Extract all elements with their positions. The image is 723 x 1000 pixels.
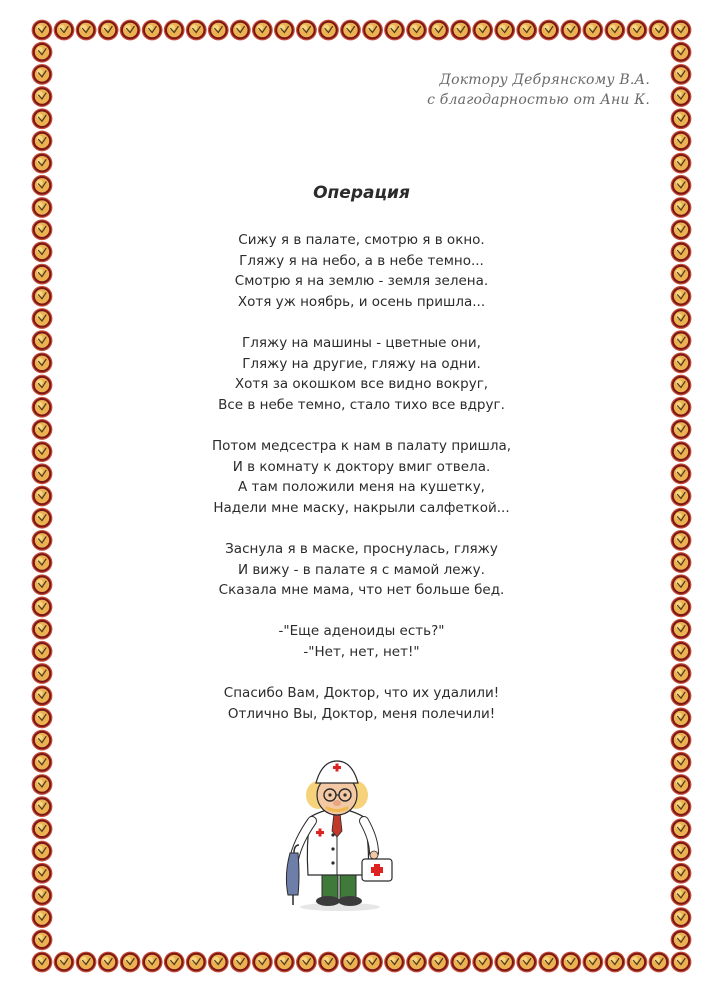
clock-bead-icon <box>671 64 692 85</box>
clock-bead-icon <box>120 20 141 41</box>
clock-bead-icon <box>164 952 185 973</box>
clock-bead-icon <box>32 907 53 928</box>
clock-bead-icon <box>671 108 692 129</box>
clock-bead-icon <box>142 952 163 973</box>
poem-line: Хотя уж ноябрь, и осень пришла... <box>237 293 486 310</box>
clock-bead-icon <box>274 952 295 973</box>
clock-bead-icon <box>318 20 339 41</box>
clock-bead-icon <box>516 20 537 41</box>
clock-bead-icon <box>32 952 53 973</box>
poem-stanza <box>0 683 723 724</box>
clock-bead-icon <box>671 841 692 862</box>
doctor-cartoon-icon <box>270 755 400 915</box>
clock-bead-icon <box>671 774 692 795</box>
clock-bead-icon <box>627 20 648 41</box>
clock-bead-icon <box>649 20 670 41</box>
dedication-line-1: Доктору Дебрянскому В.А. <box>439 72 650 88</box>
clock-bead-icon <box>252 952 273 973</box>
clock-bead-icon <box>671 818 692 839</box>
clock-bead-icon <box>32 20 53 41</box>
clock-bead-icon <box>32 863 53 884</box>
clock-bead-icon <box>384 952 405 973</box>
poem-line: -"Еще аденоиды есть?" <box>278 623 445 640</box>
poem-line: И в комнату к доктору вмиг отвела. <box>232 458 491 475</box>
clock-bead-icon <box>32 86 53 107</box>
poem-line: Сижу я в палате, смотрю я в окно. <box>238 232 485 248</box>
clock-bead-icon <box>230 20 251 41</box>
poem-line: Отлично Вы, Доктор, меня полечили! <box>227 705 496 722</box>
clock-bead-icon <box>318 952 339 973</box>
clock-bead-icon <box>538 952 559 973</box>
poem-stanza <box>0 539 723 601</box>
clock-bead-icon <box>671 952 692 973</box>
clock-bead-icon <box>671 863 692 884</box>
clock-bead-icon <box>54 952 75 973</box>
clock-bead-icon <box>582 20 603 41</box>
clock-bead-icon <box>604 20 625 41</box>
poem-stanza <box>0 230 723 312</box>
poem-line: Хотя за окошком все видно вокруг, <box>234 376 489 393</box>
poem-line: Смотрю я на землю - земля зелена. <box>234 273 489 290</box>
clock-bead-icon <box>98 952 119 973</box>
clock-bead-icon <box>76 20 97 41</box>
clock-bead-icon <box>186 952 207 973</box>
clock-bead-icon <box>32 774 53 795</box>
clock-bead-icon <box>186 20 207 41</box>
clock-bead-icon <box>98 20 119 41</box>
clock-bead-icon <box>32 108 53 129</box>
clock-bead-icon <box>340 20 361 41</box>
clock-bead-icon <box>472 20 493 41</box>
poem-line: Гляжу я на небо, а в небе темно... <box>239 252 484 269</box>
clock-bead-icon <box>54 20 75 41</box>
clock-bead-icon <box>671 42 692 63</box>
clock-bead-icon <box>671 86 692 107</box>
clock-bead-icon <box>274 20 295 41</box>
clock-bead-icon <box>32 131 53 152</box>
clock-bead-icon <box>671 929 692 950</box>
poem-line: А там положили меня на кушетку, <box>238 479 485 496</box>
clock-bead-icon <box>252 20 273 41</box>
clock-bead-icon <box>32 841 53 862</box>
clock-bead-icon <box>208 952 229 973</box>
clock-bead-icon <box>494 20 515 41</box>
clock-bead-icon <box>76 952 97 973</box>
dedication <box>427 70 650 110</box>
clock-bead-icon <box>450 952 471 973</box>
clock-bead-icon <box>649 952 670 973</box>
clock-bead-icon <box>671 752 692 773</box>
clock-bead-icon <box>671 796 692 817</box>
clock-bead-icon <box>671 20 692 41</box>
clock-bead-icon <box>142 20 163 41</box>
clock-bead-icon <box>627 952 648 973</box>
clock-bead-icon <box>671 907 692 928</box>
clock-bead-icon <box>671 131 692 152</box>
clock-bead-icon <box>428 20 449 41</box>
clock-bead-icon <box>32 42 53 63</box>
clock-bead-icon <box>32 818 53 839</box>
clock-bead-icon <box>164 20 185 41</box>
clock-bead-icon <box>208 20 229 41</box>
poem-line: Гляжу на другие, гляжу на одни. <box>242 355 481 372</box>
poem-line: Спасибо Вам, Доктор, что их удалили! <box>223 685 500 702</box>
clock-bead-icon <box>560 20 581 41</box>
clock-bead-icon <box>362 20 383 41</box>
clock-bead-icon <box>384 20 405 41</box>
poem-line: -"Нет, нет, нет!" <box>303 643 420 660</box>
clock-bead-icon <box>582 952 603 973</box>
clock-bead-icon <box>32 153 53 174</box>
clock-bead-icon <box>406 952 427 973</box>
poem-title: Операция <box>313 183 410 203</box>
clock-bead-icon <box>560 952 581 973</box>
poem-line: Сказала мне мама, что нет больше бед. <box>218 582 505 599</box>
clock-bead-icon <box>32 929 53 950</box>
clock-bead-icon <box>230 952 251 973</box>
clock-bead-icon <box>671 153 692 174</box>
poem-line: Все в небе темно, стало тихо все вдруг. <box>218 396 505 413</box>
clock-bead-icon <box>32 796 53 817</box>
clock-bead-icon <box>671 885 692 906</box>
clock-bead-icon <box>362 952 383 973</box>
clock-bead-icon <box>296 20 317 41</box>
dedication-line-2: с благодарностью от Ани К. <box>427 92 650 108</box>
poem-stanza <box>0 333 723 415</box>
clock-bead-icon <box>296 952 317 973</box>
poem-line: Гляжу на машины - цветные они, <box>242 334 481 351</box>
clock-bead-icon <box>32 885 53 906</box>
clock-bead-icon <box>494 952 515 973</box>
clock-bead-icon <box>32 752 53 773</box>
clock-bead-icon <box>428 952 449 973</box>
clock-bead-icon <box>340 952 361 973</box>
poem-stanza <box>0 436 723 518</box>
clock-bead-icon <box>604 952 625 973</box>
poem-body <box>0 230 723 745</box>
poem-line: Заснула я в маске, проснулась, гляжу <box>225 540 498 557</box>
clock-bead-icon <box>450 20 471 41</box>
poem-stanza <box>0 621 723 662</box>
clock-bead-icon <box>472 952 493 973</box>
clock-bead-icon <box>32 64 53 85</box>
clock-bead-icon <box>120 952 141 973</box>
poem-line: И вижу - в палате я с мамой лежу. <box>238 561 485 578</box>
clock-bead-icon <box>516 952 537 973</box>
clock-bead-icon <box>538 20 559 41</box>
poem-line: Надели мне маску, накрыли салфеткой... <box>213 499 510 516</box>
clock-bead-icon <box>406 20 427 41</box>
poem-line: Потом медсестра к нам в палату пришла, <box>211 437 512 454</box>
